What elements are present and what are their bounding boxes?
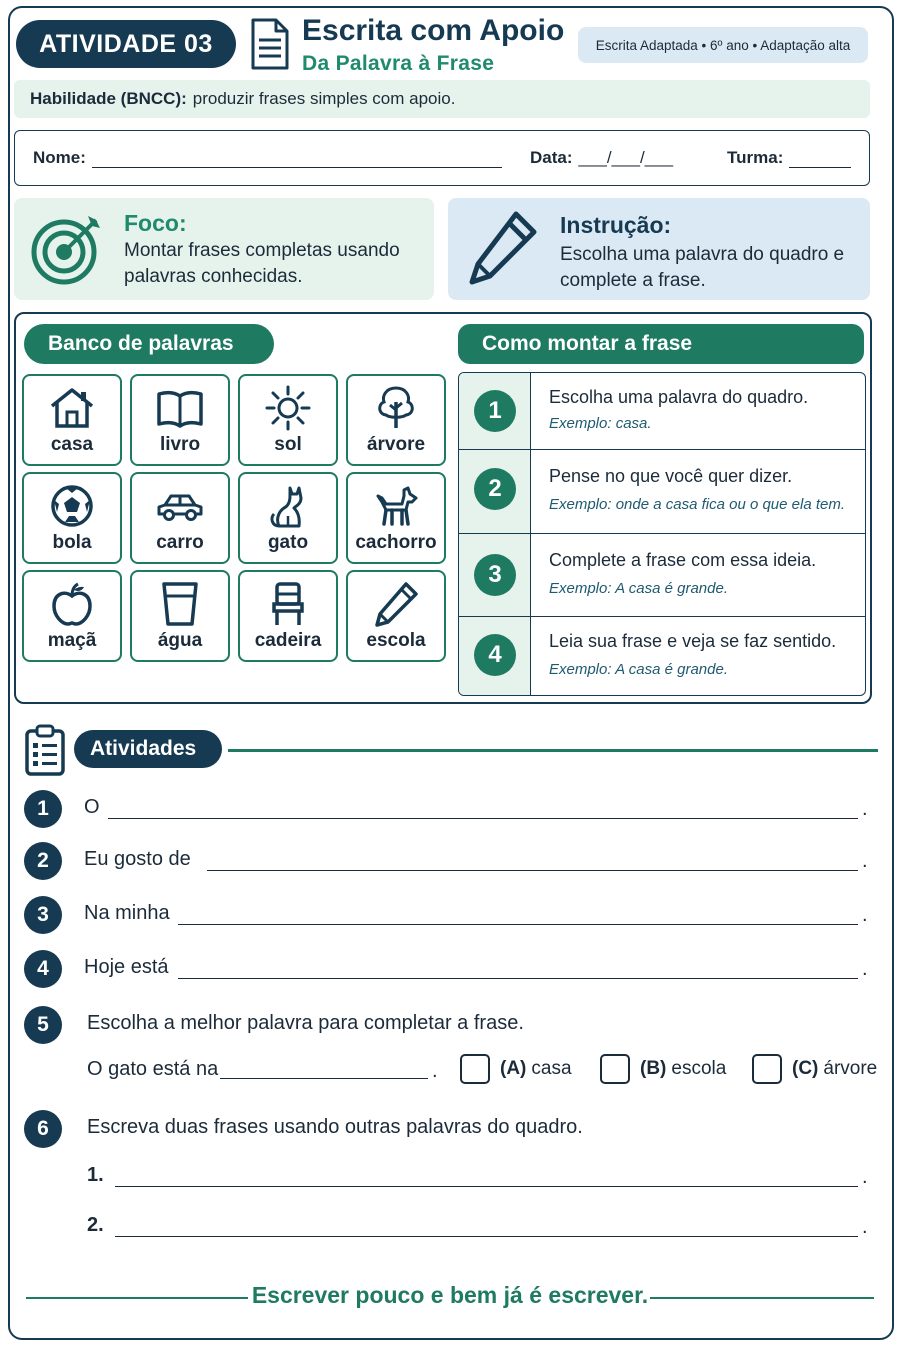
- step-2: [459, 450, 865, 534]
- option-checkbox[interactable]: [600, 1054, 630, 1084]
- footer-rule-right: [650, 1297, 874, 1299]
- activity-prompt: Escolha a melhor palavra para completar a frase.: [87, 1012, 524, 1034]
- word-card-casa[interactable]: [22, 374, 122, 466]
- word-label: casa: [50, 434, 94, 455]
- answer-line[interactable]: [220, 1078, 428, 1079]
- step-number: 2: [474, 468, 516, 510]
- word-label: cadeira: [254, 630, 322, 651]
- option-letter: (B): [640, 1058, 667, 1079]
- class-label: Turma:: [727, 148, 784, 167]
- option-label: escola: [671, 1058, 727, 1079]
- word-card-escola[interactable]: [346, 570, 446, 662]
- target-icon: [30, 210, 106, 286]
- cat-icon: [264, 482, 312, 530]
- tree-icon: [372, 384, 420, 432]
- class-line[interactable]: [789, 150, 851, 168]
- step-example: Exemplo: A casa é grande.: [549, 580, 728, 597]
- sentence-prompt: O gato está na: [87, 1058, 219, 1080]
- how-to-title: Como montar a frase: [458, 324, 864, 364]
- word-card-cadeira[interactable]: [238, 570, 338, 662]
- activity-item-3: [0, 896, 900, 936]
- activity-badge: ATIVIDADE 03: [16, 20, 236, 68]
- step-text: Complete a frase com essa ideia.: [549, 550, 817, 570]
- step-text: Escolha uma palavra do quadro.: [549, 387, 809, 407]
- step-number: 1: [474, 390, 516, 432]
- option-label: árvore: [823, 1058, 878, 1079]
- line-number: 1.: [87, 1164, 104, 1186]
- activity-prompt: Na minha: [84, 902, 170, 924]
- step-1: [459, 373, 865, 450]
- activity-item-5: [0, 1006, 900, 1096]
- page-title: Escrita com Apoio: [302, 14, 565, 47]
- footer-motto: Escrever pouco e bem já é escrever.: [251, 1282, 649, 1308]
- word-label: árvore: [366, 434, 426, 455]
- document-icon: [250, 18, 290, 70]
- answer-line[interactable]: [178, 924, 858, 925]
- word-card-cachorro[interactable]: [346, 472, 446, 564]
- date-blank[interactable]: ___/___/___: [578, 148, 674, 167]
- option-b[interactable]: [600, 1054, 726, 1084]
- book-icon: [156, 384, 204, 432]
- word-card-maca[interactable]: [22, 570, 122, 662]
- word-card-gato[interactable]: [238, 472, 338, 564]
- period: .: [432, 1060, 438, 1082]
- instruction-title: Instrução:: [560, 212, 672, 238]
- word-card-bola[interactable]: [22, 472, 122, 564]
- word-card-arvore[interactable]: [346, 374, 446, 466]
- word-label: maçã: [47, 630, 97, 651]
- car-icon: [156, 482, 204, 530]
- word-label: cachorro: [355, 532, 437, 553]
- activity-prompt: Escreva duas frases usando outras palavras do quadro.: [87, 1116, 583, 1138]
- how-to-steps: [458, 372, 866, 696]
- step-3: [459, 534, 865, 617]
- option-label: casa: [531, 1058, 572, 1079]
- answer-line[interactable]: [108, 818, 858, 819]
- focus-text: Montar frases completas usando palavras conhecidas.: [124, 240, 400, 287]
- apple-icon: [48, 580, 96, 628]
- class-field[interactable]: [727, 148, 851, 168]
- word-label: carro: [156, 532, 204, 553]
- option-letter: (C): [792, 1058, 819, 1079]
- answer-line[interactable]: [207, 870, 858, 871]
- word-label: bola: [52, 532, 92, 553]
- dog-icon: [372, 482, 420, 530]
- step-example: Exemplo: casa.: [549, 415, 652, 432]
- glass-icon: [156, 580, 204, 628]
- activity-prompt: Hoje está: [84, 956, 169, 978]
- name-label: Nome:: [33, 148, 86, 167]
- focus-panel: [14, 198, 434, 300]
- answer-line[interactable]: [178, 978, 858, 979]
- grade-tag: Escrita Adaptada • 6º ano • Adaptação alta: [578, 27, 868, 63]
- activities-rule: [228, 749, 878, 752]
- activity-number: 6: [24, 1110, 62, 1148]
- option-letter: (A): [500, 1058, 527, 1079]
- page-subtitle: Da Palavra à Frase: [302, 52, 495, 75]
- word-card-carro[interactable]: [130, 472, 230, 564]
- word-card-livro[interactable]: [130, 374, 230, 466]
- period: .: [862, 1216, 868, 1238]
- answer-line[interactable]: [115, 1186, 858, 1187]
- option-c[interactable]: [752, 1054, 877, 1084]
- word-label: água: [157, 630, 203, 651]
- instruction-panel: [448, 198, 870, 300]
- word-card-agua[interactable]: [130, 570, 230, 662]
- step-example: Exemplo: onde a casa fica ou o que ela tem.: [549, 496, 846, 513]
- word-label: sol: [274, 434, 302, 455]
- option-checkbox[interactable]: [752, 1054, 782, 1084]
- answer-line[interactable]: [115, 1236, 858, 1237]
- step-example: Exemplo: A casa é grande.: [549, 661, 728, 678]
- period: .: [862, 850, 868, 872]
- pencil-icon: [464, 208, 540, 288]
- period: .: [862, 904, 868, 926]
- period: .: [862, 798, 868, 820]
- skill-text: produzir frases simples com apoio.: [192, 89, 456, 108]
- date-label: Data:: [530, 148, 573, 167]
- word-label: gato: [267, 532, 309, 553]
- line-number: 2.: [87, 1214, 104, 1236]
- step-number: 3: [474, 554, 516, 596]
- activity-number: 3: [24, 896, 62, 934]
- word-label: escola: [366, 630, 426, 651]
- activity-item-2: [0, 842, 900, 882]
- period: .: [862, 1166, 868, 1188]
- activity-item-1: [0, 790, 900, 830]
- sun-icon: [264, 384, 312, 432]
- date-field[interactable]: [530, 148, 673, 168]
- student-info-box: [14, 130, 870, 186]
- step-text: Leia sua frase e veja se faz sentido.: [549, 631, 837, 651]
- word-label: livro: [159, 434, 201, 455]
- activity-item-4: [0, 950, 900, 990]
- focus-title: Foco:: [124, 210, 187, 236]
- name-line[interactable]: [92, 150, 502, 168]
- activity-number: 2: [24, 842, 62, 880]
- word-bank-section: [14, 312, 872, 704]
- word-bank-title: Banco de palavras: [24, 324, 274, 364]
- skill-label: Habilidade (BNCC):: [30, 89, 187, 108]
- option-a[interactable]: [460, 1054, 572, 1084]
- word-card-sol[interactable]: [238, 374, 338, 466]
- activities-title: Atividades: [74, 730, 222, 768]
- activity-number: 1: [24, 790, 62, 828]
- pencil-icon: [372, 580, 420, 628]
- instruction-text: Escolha uma palavra do quadro e complete a frase.: [560, 244, 845, 291]
- activity-number: 4: [24, 950, 62, 988]
- activity-number: 5: [24, 1006, 62, 1044]
- house-icon: [48, 384, 96, 432]
- activity-item-6: [0, 1110, 900, 1250]
- ball-icon: [48, 482, 96, 530]
- activity-prompt: Eu gosto de: [84, 848, 191, 870]
- clipboard-icon: [24, 724, 66, 776]
- name-field[interactable]: [33, 148, 502, 168]
- step-text: Pense no que você quer dizer.: [549, 466, 793, 486]
- option-checkbox[interactable]: [460, 1054, 490, 1084]
- step-number: 4: [474, 634, 516, 676]
- period: .: [862, 958, 868, 980]
- step-4: [459, 617, 865, 696]
- skill-banner: [14, 80, 870, 118]
- activity-prompt: O: [84, 796, 100, 818]
- chair-icon: [264, 580, 312, 628]
